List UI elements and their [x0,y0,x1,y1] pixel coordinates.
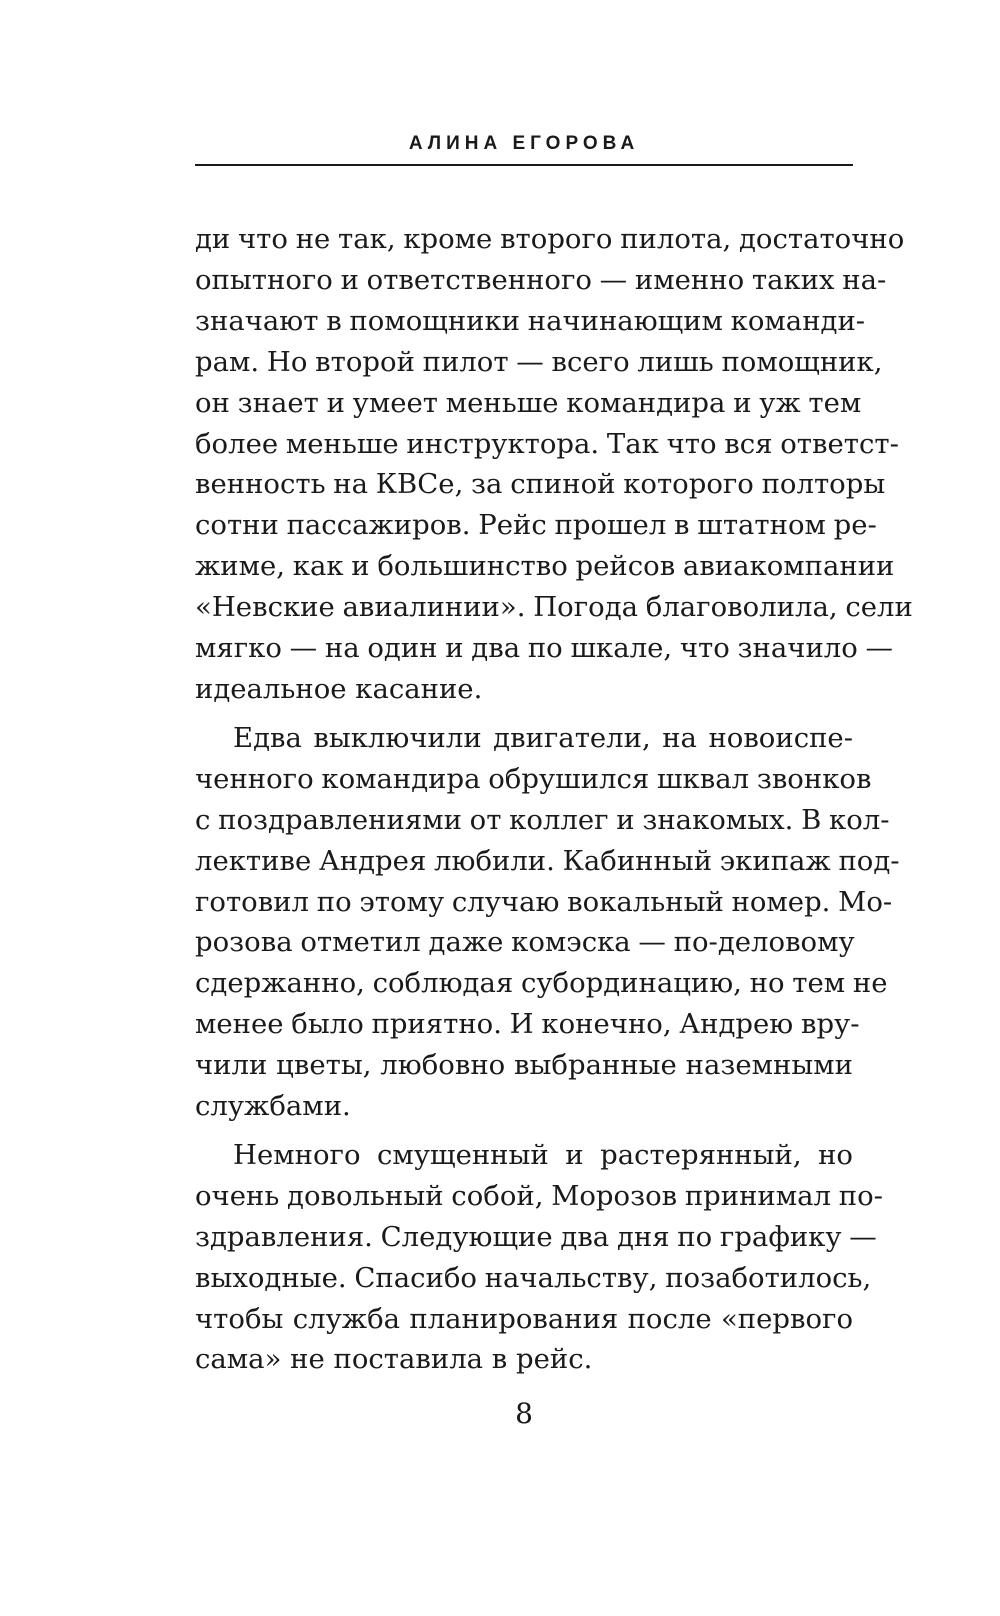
text-line: опытного и ответственного — именно таких на- [195,263,887,296]
text-line: чтобы служба планирования после «первого [195,1302,853,1335]
text-line: венность на КВСе, за спиной которого полторы [195,468,886,501]
text-line: сдержанно, соблюдая субординацию, но тем не [195,967,888,1000]
text-line: сама» не поставила в рейс. [195,1343,593,1376]
text-line: выходные. Спасибо начальству, позаботилось, [195,1261,872,1294]
text-line: Едва выключили двигатели, на новоиспе- [233,721,853,754]
text-line: жиме, как и большинство рейсов авиакомпании [195,550,895,583]
header-rule [195,164,853,166]
text-line: «Невские авиалинии». Погода благоволила, сели [195,591,913,624]
text-line: идеальное касание. [195,672,483,705]
text-line: здравления. Следующие два дня по графику — [195,1220,877,1253]
text-line: значают в помощники начинающим команди- [195,304,866,337]
running-head-author: АЛИНА ЕГОРОВА [408,133,640,154]
page-body-text [195,219,913,1380]
text-line: сотни пассажиров. Рейс прошел в штатном ре- [195,509,877,542]
text-line: готовил по этому случаю вокальный номер. Мо- [195,885,893,918]
text-line: ди что не так, кроме второго пилота, достаточно [195,223,905,255]
text-line: чили цветы, любовно выбранные наземными [195,1049,853,1082]
text-line: лективе Андрея любили. Кабинный экипаж под- [195,844,900,877]
text-line: с поздравлениями от коллег и знакомых. В кол- [195,803,890,836]
text-line: очень довольный собой, Морозов принимал по- [195,1179,883,1212]
text-line: розова отметил даже комэска — по-деловому [195,926,855,959]
paragraph-1 [195,219,913,710]
text-line: менее было приятно. И конечно, Андрею вру- [195,1008,860,1041]
text-line: он знает и умеет меньше командира и уж тем [195,386,862,419]
text-line: более меньше инструктора. Так что вся ответст- [195,427,899,460]
text-line: Немного смущенный и растерянный, но [233,1138,853,1171]
text-line: службами. [195,1090,351,1123]
paragraph-2 [195,718,900,1127]
text-line: ченного командира обрушился шквал звонков [195,762,872,795]
text-line: рам. Но второй пилот — всего лишь помощник, [195,345,883,378]
page-number: 8 [515,1397,533,1430]
paragraph-3 [195,1135,883,1380]
text-line: мягко — на один и два по шкале, что значило — [195,632,894,665]
